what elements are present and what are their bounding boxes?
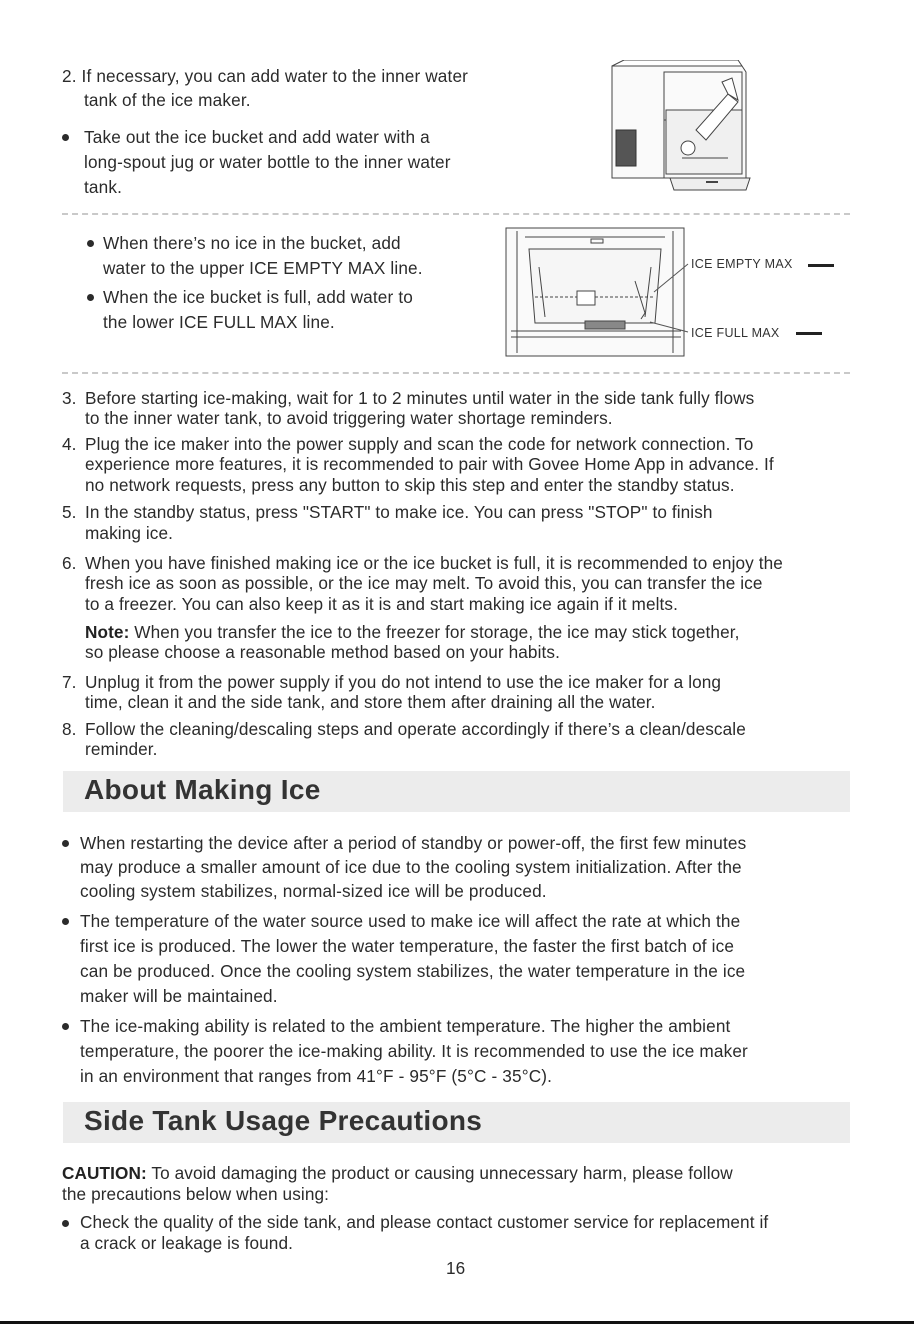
empty-level-line1: When there’s no ice in the bucket, add bbox=[103, 233, 401, 253]
bullet-dot bbox=[62, 918, 69, 925]
full-level-line2: the lower ICE FULL MAX line. bbox=[103, 312, 335, 332]
side-bullet-line2: a crack or leakage is found. bbox=[80, 1233, 293, 1253]
note-label: Note: bbox=[85, 622, 130, 642]
full-level-line1: When the ice bucket is full, add water to bbox=[103, 287, 413, 307]
step2-bullet-line2: long-spout jug or water bottle to the inner water bbox=[84, 152, 451, 172]
section-divider bbox=[62, 213, 850, 215]
step-line: time, clean it and the side tank, and store them after draining all the water. bbox=[85, 692, 656, 712]
step-line: to the inner water tank, to avoid triggering water shortage reminders. bbox=[85, 408, 613, 428]
step2-bullet-line3: tank. bbox=[84, 177, 123, 197]
ice-empty-max-label: ICE EMPTY MAX bbox=[691, 257, 793, 271]
about-bullet-line: maker will be maintained. bbox=[80, 986, 278, 1006]
step-line: When you have finished making ice or the ice bucket is full, it is recommended to enjoy the bbox=[85, 553, 783, 573]
side-bullet-line1: Check the quality of the side tank, and please contact customer service for replacement if bbox=[80, 1212, 769, 1232]
bullet-dot bbox=[62, 1220, 69, 1227]
step-line: experience more features, it is recommended to pair with Govee Home App in advance. If bbox=[85, 454, 774, 474]
step2-bullet-line1: Take out the ice bucket and add water with a bbox=[84, 127, 430, 147]
section-divider bbox=[62, 372, 850, 374]
step-line: to a freezer. You can also keep it as it is and start making ice again if it melts. bbox=[85, 594, 678, 614]
step2-line2: tank of the ice maker. bbox=[84, 90, 251, 110]
step-number: 4. bbox=[62, 434, 77, 454]
step-number: 6. bbox=[62, 553, 77, 573]
about-making-ice-title: About Making Ice bbox=[84, 774, 321, 805]
step-number: 3. bbox=[62, 388, 77, 408]
step-line: Plug the ice maker into the power supply and scan the code for network connection. To bbox=[85, 434, 754, 454]
step-line: In the standby status, press "START" to make ice. You can press "STOP" to finish bbox=[85, 502, 713, 522]
about-bullet-line: in an environment that ranges from 41°F - 95°F (5°C - 35°C). bbox=[80, 1066, 553, 1086]
about-bullet-line: When restarting the device after a period of standby or power-off, the first few minutes bbox=[80, 833, 747, 853]
step-number: 7. bbox=[62, 672, 77, 692]
about-bullet-line: The ice-making ability is related to the ambient temperature. The higher the ambient bbox=[80, 1016, 731, 1036]
page-number: 16 bbox=[446, 1258, 466, 1278]
step2-line1: 2. If necessary, you can add water to the inner water bbox=[62, 66, 469, 86]
step-number: 8. bbox=[62, 719, 77, 739]
about-bullet-line: may produce a smaller amount of ice due to the cooling system initialization. After the bbox=[80, 857, 742, 877]
side-tank-precautions-title: Side Tank Usage Precautions bbox=[84, 1105, 483, 1136]
bullet-dot bbox=[62, 840, 69, 847]
ice-empty-max-marker bbox=[808, 264, 834, 267]
step-line: making ice. bbox=[85, 523, 174, 543]
note-line2: so please choose a reasonable method based on your habits. bbox=[85, 642, 560, 662]
step-line: no network requests, press any button to skip this step and enter the standby status. bbox=[85, 475, 735, 495]
step-line: Before starting ice-making, wait for 1 to 2 minutes until water in the side tank fully flows bbox=[85, 388, 755, 408]
caution-line2: the precautions below when using: bbox=[62, 1184, 330, 1204]
step-line: Follow the cleaning/descaling steps and operate accordingly if there’s a clean/descale bbox=[85, 719, 746, 739]
note-text: When you transfer the ice to the freezer for storage, the ice may stick together, bbox=[129, 622, 740, 642]
ice-full-max-marker bbox=[796, 332, 822, 335]
note-line1 bbox=[85, 622, 739, 643]
ice-maker-refill-illustration bbox=[604, 60, 754, 200]
step-line: Unplug it from the power supply if you do not intend to use the ice maker for a long bbox=[85, 672, 722, 692]
about-bullet-line: temperature, the poorer the ice-making ability. It is recommended to use the ice maker bbox=[80, 1041, 748, 1061]
bullet-dot bbox=[62, 134, 69, 141]
caution-text: To avoid damaging the product or causing unnecessary harm, please follow bbox=[146, 1163, 733, 1183]
about-bullet-line: The temperature of the water source used to make ice will affect the rate at which the bbox=[80, 911, 741, 931]
ice-full-max-label: ICE FULL MAX bbox=[691, 326, 780, 340]
caution-label: CAUTION: bbox=[62, 1163, 147, 1183]
bullet-dot bbox=[62, 1023, 69, 1030]
empty-level-line2: water to the upper ICE EMPTY MAX line. bbox=[103, 258, 423, 278]
about-bullet-line: cooling system stabilizes, normal-sized ice will be produced. bbox=[80, 881, 547, 901]
step-line: fresh ice as soon as possible, or the ice may melt. To avoid this, you can transfer the ice bbox=[85, 573, 763, 593]
about-bullet-line: can be produced. Once the cooling system stabilizes, the water temperature in the ice bbox=[80, 961, 746, 981]
bullet-dot bbox=[87, 294, 94, 301]
step-number: 5. bbox=[62, 502, 77, 522]
step-line: reminder. bbox=[85, 739, 158, 759]
bullet-dot bbox=[87, 240, 94, 247]
about-bullet-line: first ice is produced. The lower the water temperature, the faster the first batch of ice bbox=[80, 936, 735, 956]
caution-line1 bbox=[62, 1163, 733, 1184]
